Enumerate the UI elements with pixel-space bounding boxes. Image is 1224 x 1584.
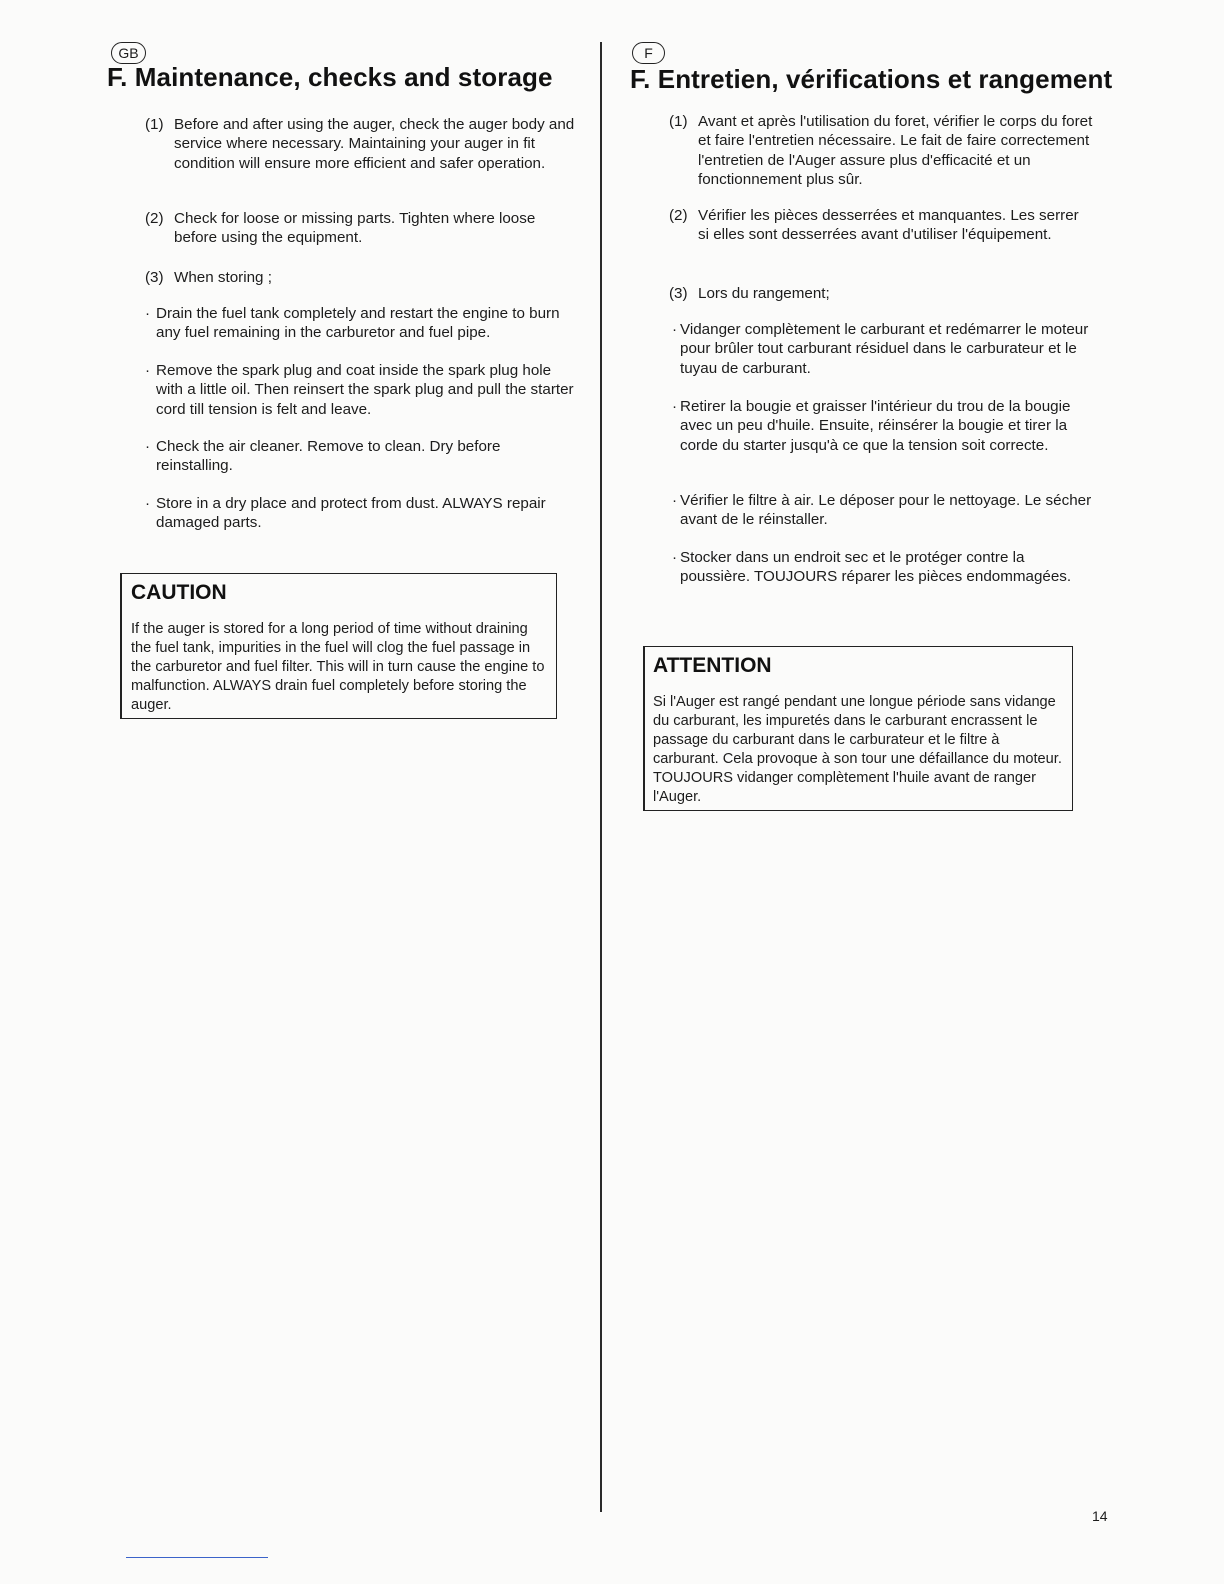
bullet-text: Drain the fuel tank completely and restart the engine to burn any fuel remaining in the carburetor and fuel pipe. <box>156 305 560 342</box>
maintenance-step-3 <box>145 268 565 287</box>
language-badge-f: F <box>632 42 665 64</box>
bullet-text: Stocker dans un endroit sec et le protéger contre la poussière. TOUJOURS réparer les pièces endommagées. <box>680 549 1072 586</box>
bullet-text: Remove the spark plug and coat inside the spark plug hole with a little oil. Then reinsert the spark plug and pull the starter cord till tension is felt and leave. <box>156 362 574 418</box>
step-number: (3) <box>145 269 164 286</box>
rangement-bullet-1 <box>672 320 1092 378</box>
step-number: (2) <box>145 210 164 227</box>
bullet-dot: · <box>672 549 678 566</box>
section-title-french: F. Entretien, vérifications et rangement <box>630 64 1113 94</box>
column-divider <box>600 42 602 1512</box>
step-text: Lors du rangement; <box>698 285 830 302</box>
caution-title: CAUTION <box>131 581 227 604</box>
bullet-text: Check the air cleaner. Remove to clean. Dry before reinstalling. <box>156 438 501 475</box>
attention-box <box>643 646 1073 811</box>
bullet-dot: · <box>145 305 151 322</box>
attention-text: Si l'Auger est rangé pendant une longue période sans vidange du carburant, les impuretés dans le carburant encrassent le passage du carburant dans le carburateur et le filtre à carburant. Cela provoque à son tour une défaillance du moteur. TOUJOURS vidanger complètement l'huile avant de ranger l'Auger. <box>653 694 1062 805</box>
maintenance-step-1 <box>145 115 575 173</box>
caution-box <box>120 573 557 719</box>
bullet-text: Store in a dry place and protect from dust. ALWAYS repair damaged parts. <box>156 495 546 532</box>
rangement-bullet-3 <box>672 491 1092 530</box>
step-text: Avant et après l'utilisation du foret, vérifier le corps du foret et faire l'entretien nécessaire. Le fait de faire correctement l'entretien de l'Auger assure plus d'efficacité et un fonctionnement plus sûr. <box>698 113 1093 189</box>
step-number: (1) <box>145 116 164 133</box>
storage-bullet-3 <box>145 437 565 476</box>
step-text: Before and after using the auger, check the auger body and service where necessary. Maintaining your auger in fit condition will ensure more efficient and safer operation. <box>174 116 575 172</box>
bullet-dot: · <box>145 438 151 455</box>
bullet-dot: · <box>672 398 678 415</box>
bullet-dot: · <box>145 495 151 512</box>
language-badge-gb: GB <box>111 42 146 64</box>
caution-text: If the auger is stored for a long period of time without draining the fuel tank, impurities in the fuel will clog the fuel passage in the carburetor and fuel filter. This will in turn cause the engine to malfunction. ALWAYS drain fuel completely before storing the auger. <box>131 621 545 713</box>
step-number: (1) <box>669 113 688 130</box>
bullet-text: Vérifier le filtre à air. Le déposer pour le nettoyage. Le sécher avant de le réinstaller. <box>680 492 1092 529</box>
step-number: (3) <box>669 285 688 302</box>
maintenance-step-2 <box>145 209 565 248</box>
storage-bullet-2 <box>145 361 575 419</box>
bullet-dot: · <box>145 362 151 379</box>
entretien-step-2 <box>669 206 1089 245</box>
storage-bullet-1 <box>145 304 575 343</box>
step-text: Vérifier les pièces desserrées et manquantes. Les serrer si elles sont desserrées avant d'utiliser l'équipement. <box>698 207 1079 244</box>
rangement-bullet-4 <box>672 548 1092 587</box>
footer-link-line <box>126 1557 268 1558</box>
bullet-dot: · <box>672 492 678 509</box>
entretien-step-3 <box>669 284 1089 303</box>
step-number: (2) <box>669 207 688 224</box>
storage-bullet-4 <box>145 494 565 533</box>
rangement-bullet-2 <box>672 397 1104 455</box>
page-number: 14 <box>1092 1508 1108 1524</box>
entretien-step-1 <box>669 112 1101 190</box>
attention-title: ATTENTION <box>653 654 772 677</box>
bullet-text: Vidanger complètement le carburant et redémarrer le moteur pour brûler tout carburant résiduel dans le carburateur et le tuyau de carburant. <box>680 321 1089 377</box>
bullet-dot: · <box>672 321 678 338</box>
section-title-english: F. Maintenance, checks and storage <box>107 62 553 92</box>
bullet-text: Retirer la bougie et graisser l'intérieur du trou de la bougie avec un peu d'huile. Ensuite, réinsérer la bougie et tirer la corde du starter jusqu'à ce que la tension soit correcte. <box>680 398 1071 454</box>
step-text: Check for loose or missing parts. Tighten where loose before using the equipment. <box>174 210 536 247</box>
step-text: When storing ; <box>174 269 272 286</box>
